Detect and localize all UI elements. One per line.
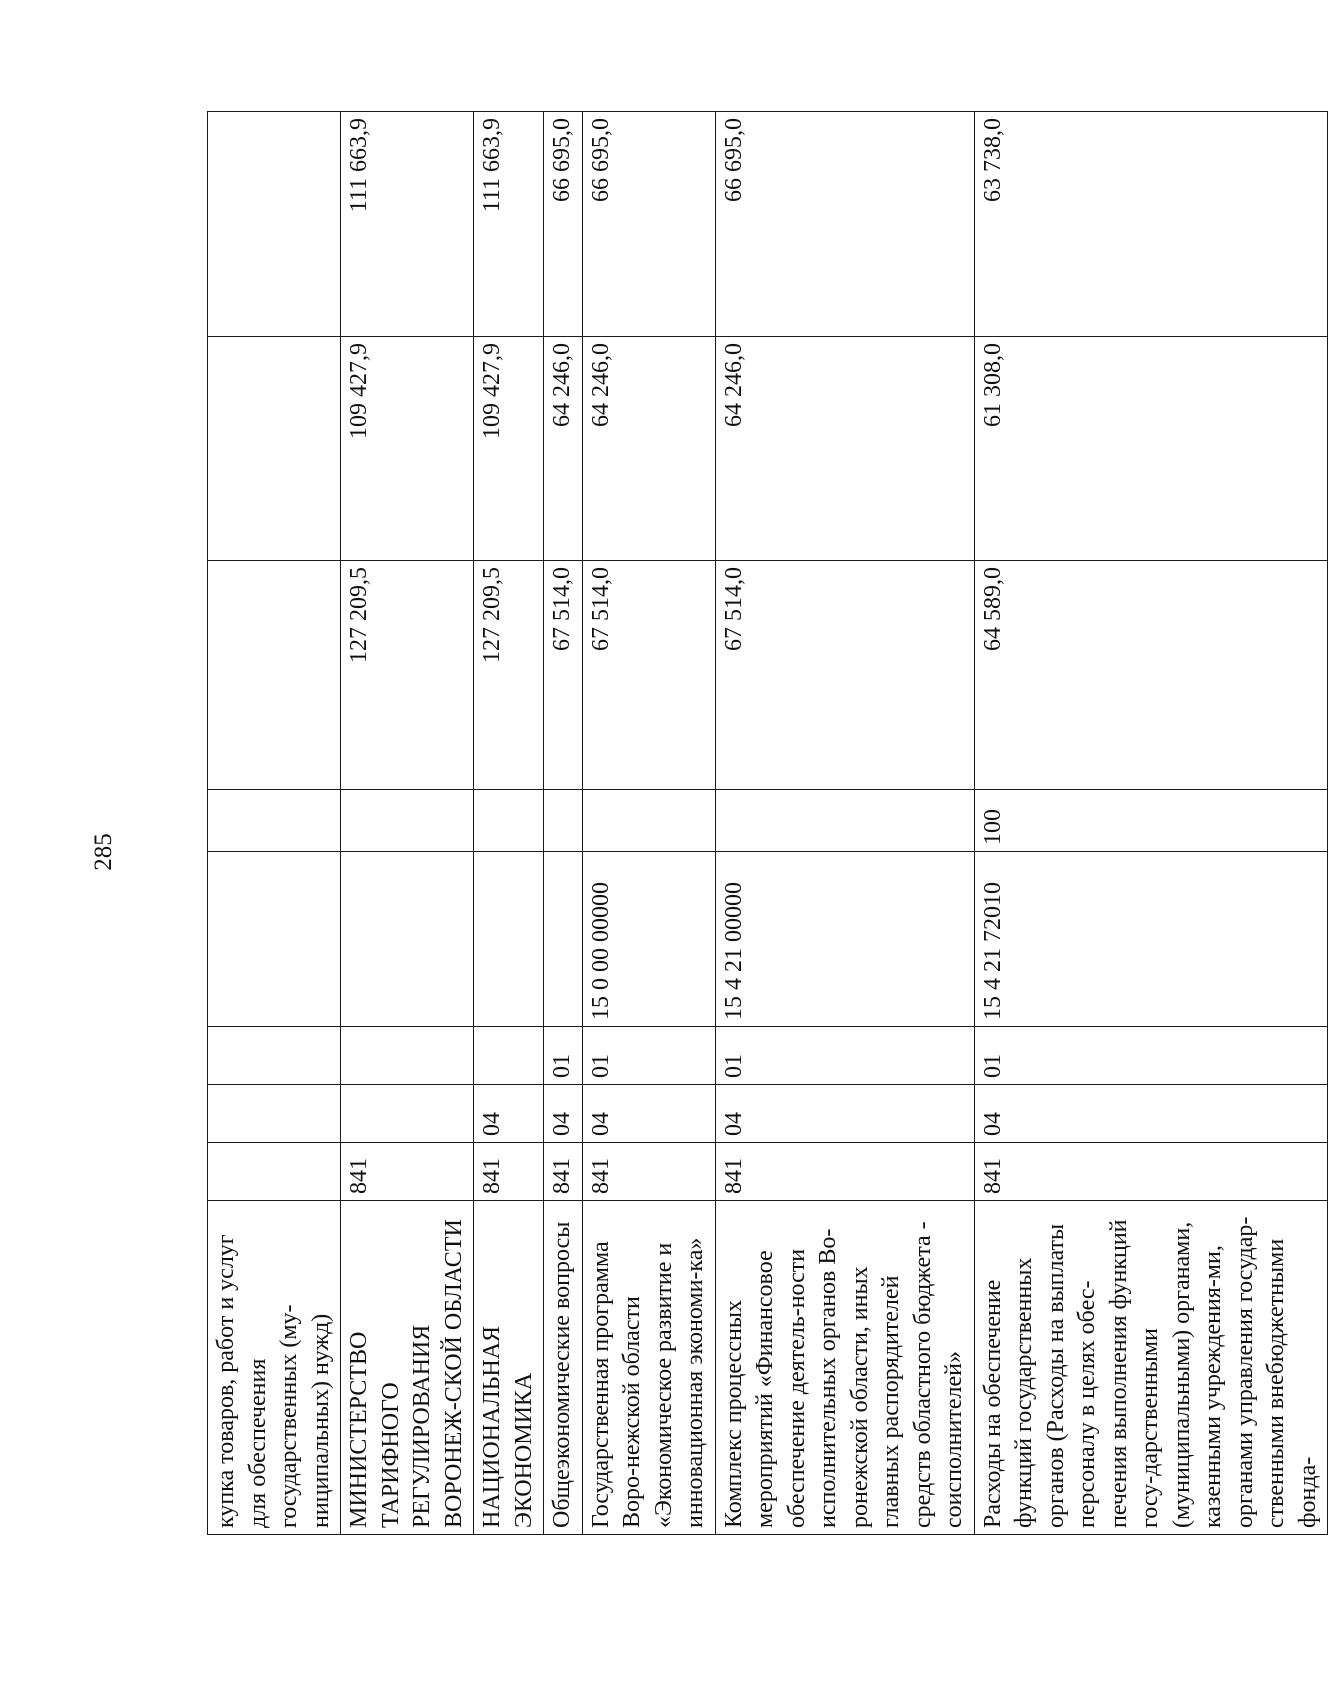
rz-cell: 04 <box>474 1085 544 1143</box>
year3-cell: 63 738,0 <box>974 112 1328 337</box>
vr-cell: 100 <box>974 790 1328 852</box>
year1-cell: 67 514,0 <box>715 561 974 790</box>
row-name-cell: Комплекс процессных мероприятий «Финансовое обеспечение деятель-ности исполнительных органов Во-ронежской области, иных главных распорядителей средств областного бюджета - соисполнителей» <box>715 1201 974 1535</box>
year2-cell: 109 427,9 <box>341 337 474 561</box>
year1-cell: 127 209,5 <box>474 561 544 790</box>
table-row <box>208 112 341 1535</box>
year2-cell: 64 246,0 <box>544 337 583 561</box>
table-row <box>715 112 974 1535</box>
rz-cell: 04 <box>582 1085 715 1143</box>
csr-cell <box>208 852 341 1027</box>
csr-cell: 15 0 00 00000 <box>582 852 715 1027</box>
pr-cell: 01 <box>544 1027 583 1085</box>
rz-cell: 04 <box>544 1085 583 1143</box>
pr-cell <box>208 1027 341 1085</box>
year3-cell: 66 695,0 <box>544 112 583 337</box>
vr-cell <box>715 790 974 852</box>
gr-cell: 841 <box>582 1143 715 1201</box>
vr-cell <box>582 790 715 852</box>
year1-cell: 64 589,0 <box>974 561 1328 790</box>
rz-cell <box>341 1085 474 1143</box>
row-name-cell: Общеэкономические вопросы <box>544 1201 583 1535</box>
table-row <box>341 112 474 1535</box>
gr-cell: 841 <box>474 1143 544 1201</box>
pr-cell <box>341 1027 474 1085</box>
gr-cell: 841 <box>974 1143 1328 1201</box>
row-name-cell: Расходы на обеспечение функций государственных органов (Расходы на выплаты персоналу в целях обес-печения выполнения функций госу-дарственными (муниципальными) органами, казенными учреждения-ми, органами управления государ-ственными внебюджетными фонда- <box>974 1201 1328 1535</box>
table-row <box>544 112 583 1535</box>
year1-cell <box>208 561 341 790</box>
pr-cell: 01 <box>715 1027 974 1085</box>
row-name-cell: НАЦИОНАЛЬНАЯ ЭКОНОМИКА <box>474 1201 544 1535</box>
vr-cell <box>341 790 474 852</box>
table-row <box>974 112 1328 1535</box>
csr-cell: 15 4 21 00000 <box>715 852 974 1027</box>
year3-cell: 111 663,9 <box>474 112 544 337</box>
year3-cell: 66 695,0 <box>715 112 974 337</box>
rz-cell: 04 <box>715 1085 974 1143</box>
csr-cell: 15 4 21 72010 <box>974 852 1328 1027</box>
year2-cell: 64 246,0 <box>715 337 974 561</box>
year1-cell: 127 209,5 <box>341 561 474 790</box>
csr-cell <box>341 852 474 1027</box>
table-row <box>582 112 715 1535</box>
gr-cell: 841 <box>341 1143 474 1201</box>
page-number: 285 <box>90 833 117 871</box>
year3-cell: 66 695,0 <box>582 112 715 337</box>
year3-cell <box>208 112 341 337</box>
rz-cell: 04 <box>974 1085 1328 1143</box>
row-name-cell: Государственная программа Воро-нежской области «Экономическое развитие и инновационная экономи-ка» <box>582 1201 715 1535</box>
csr-cell <box>474 852 544 1027</box>
year2-cell: 64 246,0 <box>582 337 715 561</box>
year2-cell <box>208 337 341 561</box>
row-name-cell: МИНИСТЕРСТВО ТАРИФНОГО РЕГУЛИРОВАНИЯ ВОРОНЕЖ-СКОЙ ОБЛАСТИ <box>341 1201 474 1535</box>
year3-cell: 111 663,9 <box>341 112 474 337</box>
budget-table <box>207 111 1328 1535</box>
rotated-table-container <box>207 118 1321 1535</box>
year1-cell: 67 514,0 <box>544 561 583 790</box>
row-name-cell: купка товаров, работ и услуг для обеспечения государственных (му-ниципальных) нужд) <box>208 1201 341 1535</box>
gr-cell: 841 <box>544 1143 583 1201</box>
year1-cell: 67 514,0 <box>582 561 715 790</box>
csr-cell <box>544 852 583 1027</box>
gr-cell <box>208 1143 341 1201</box>
year2-cell: 61 308,0 <box>974 337 1328 561</box>
pr-cell <box>474 1027 544 1085</box>
gr-cell: 841 <box>715 1143 974 1201</box>
vr-cell <box>208 790 341 852</box>
year2-cell: 109 427,9 <box>474 337 544 561</box>
rz-cell <box>208 1085 341 1143</box>
vr-cell <box>474 790 544 852</box>
vr-cell <box>544 790 583 852</box>
pr-cell: 01 <box>582 1027 715 1085</box>
pr-cell: 01 <box>974 1027 1328 1085</box>
table-row <box>474 112 544 1535</box>
